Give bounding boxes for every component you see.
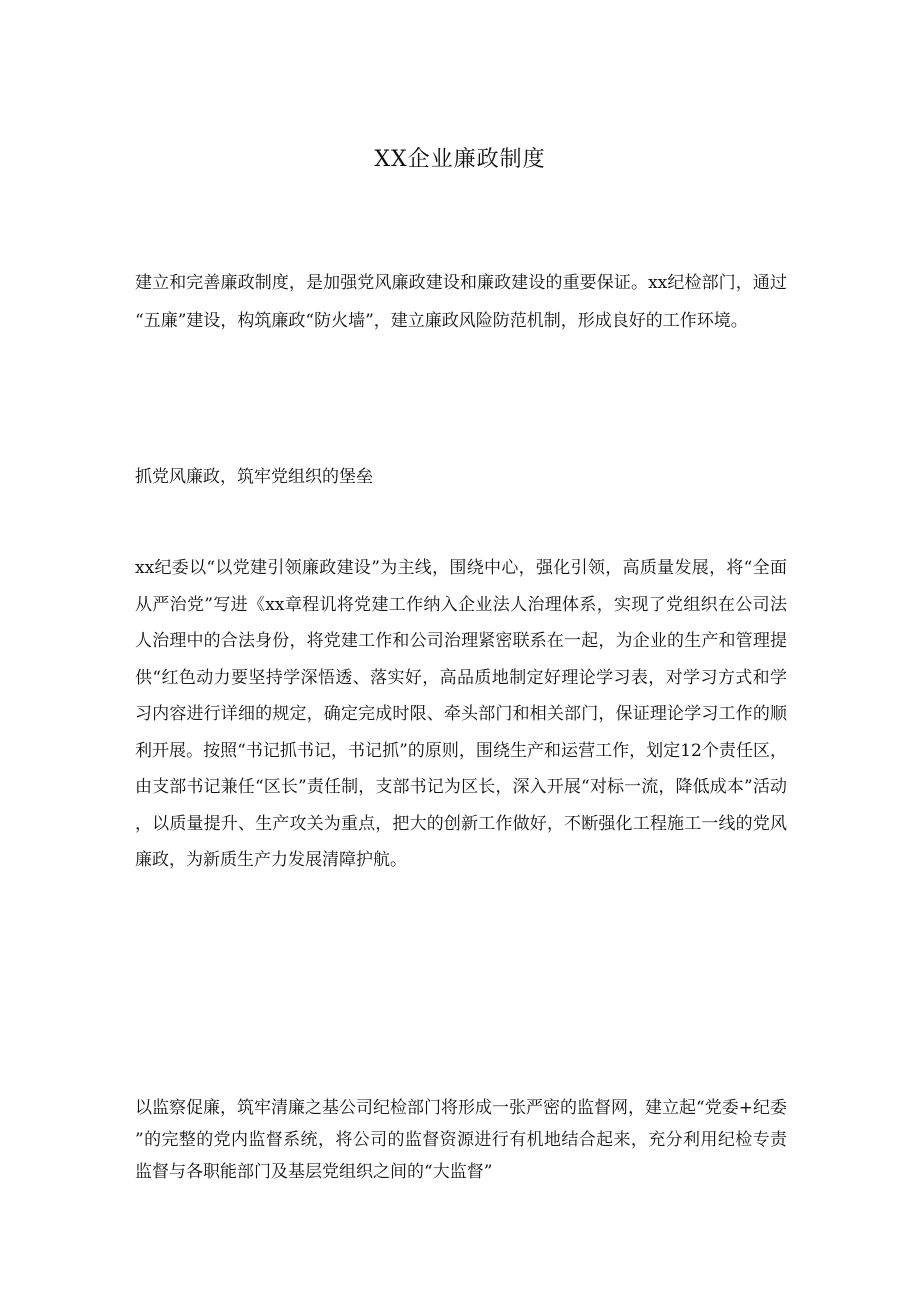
document-title: XX企业廉政制度 bbox=[374, 147, 546, 172]
intro-paragraph: 建立和完善廉政制度，是加强党风廉政建设和廉政建设的重要保证。xx纪检部门，通过“五廉”建设，构筑廉政“防火墙”，建立廉政风险防范机制，形成良好的工作环境。 bbox=[135, 273, 787, 331]
supervision-paragraph: 以监察促廉，筑牢清廉之基公司纪检部门将形成一张严密的监督网，建立起“党委+纪委”的完整的党内监督系统，将公司的监督资源进行有机地结合起来，充分利用纪检专责监督与各职能部门及基层党组织之间的“大监督” bbox=[135, 1098, 787, 1182]
body-paragraph: xx纪委以“以党建引领廉政建设”为主线，围绕中心，强化引领，高质量发展，将“全面从严治党”写进《xx章程讥将党建工作纳入企业法人治理体系，实现了党组织在公司法人治理中的合法身份，将党建工作和公司治理紧密联系在一起，为企业的生产和管理提供“红色动力要坚持学深悟透、落实好，高品质地制定好理论学习表，对学习方式和学习内容进行详细的规定，确定完成时限、牵头部门和相关部门，保证理论学习工作的顺利开展。按照“书记抓书记，书记抓”的原则，围绕生产和运营工作，划定12个责任区，由支部书记兼任“区长”责任制，支部书记为区长，深入开展“对标一流，降低成本”活动，以质量提升、生产攻关为重点，把大的创新工作做好，不断强化工程施工一线的党风廉政，为新质生产力发展清障护航。 bbox=[135, 558, 787, 870]
section-heading-paragraph: 抓党风廉政，筑牢党组织的堡垒 bbox=[135, 467, 373, 487]
